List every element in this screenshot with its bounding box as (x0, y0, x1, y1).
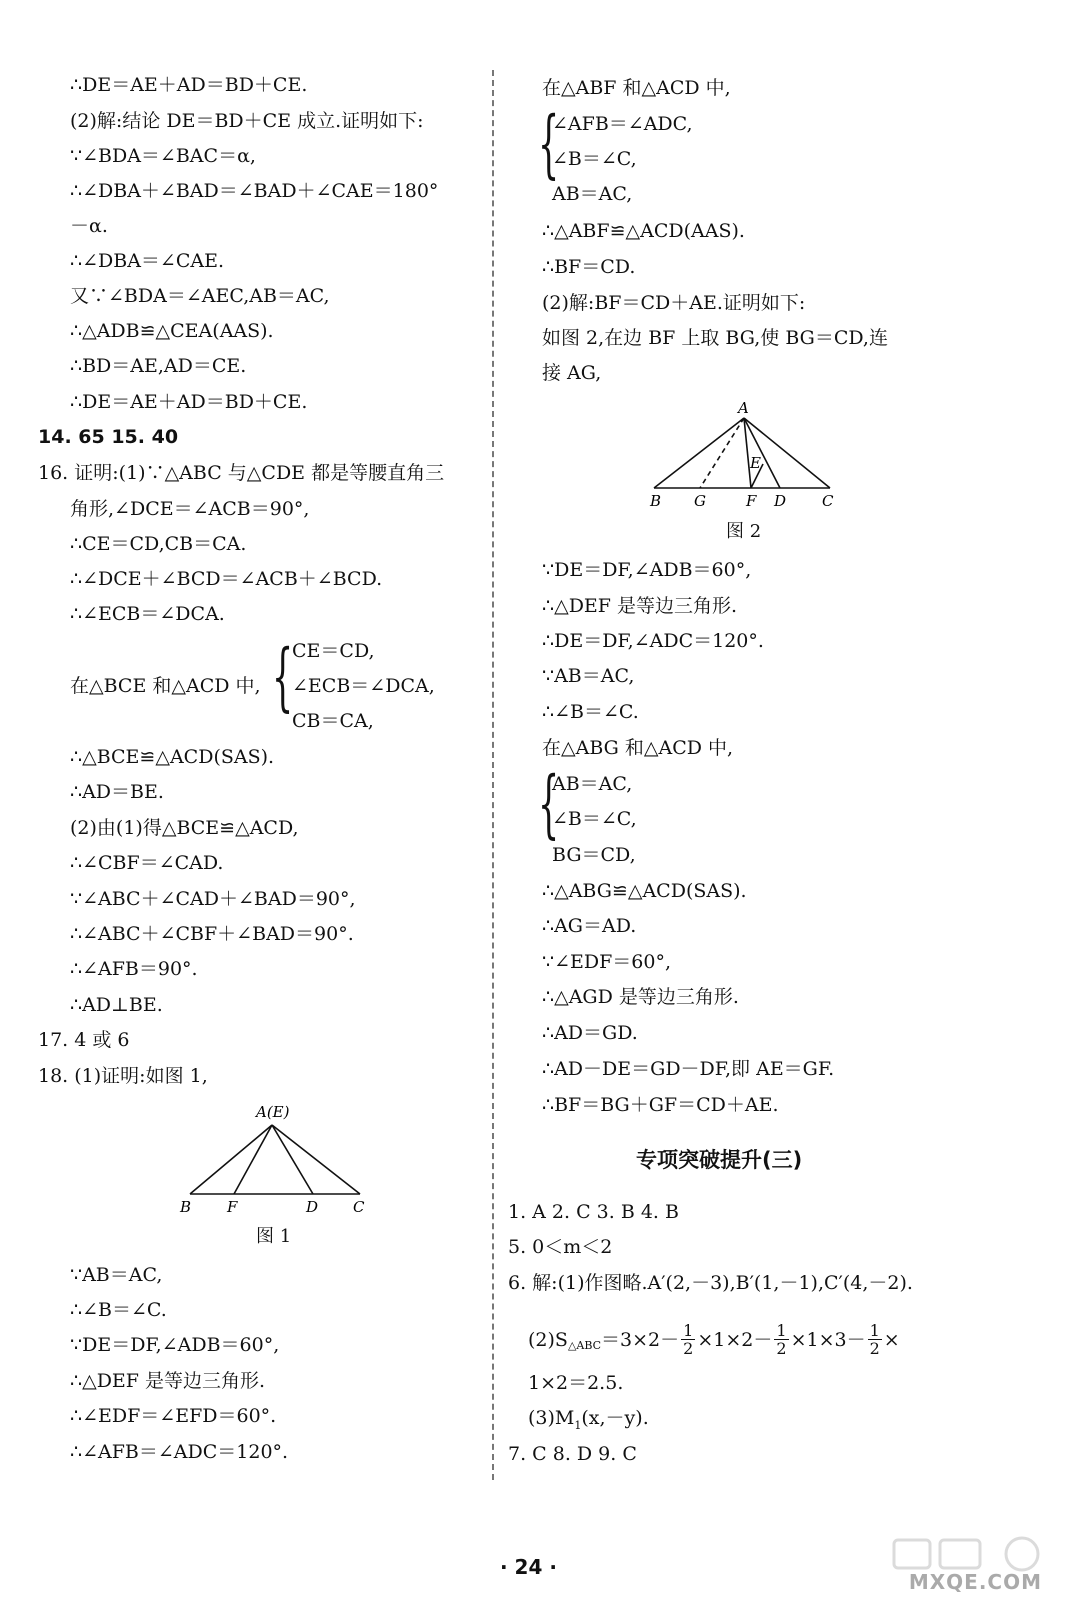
text-line: ∴∠ABC＋∠CBF＋∠BAD＝90°. (70, 923, 354, 945)
text-line: ∴∠B＝∠C. (70, 1299, 167, 1321)
text-line: ∴∠CBF＝∠CAD. (70, 852, 224, 874)
text-line: ∴BD＝AE,AD＝CE. (70, 355, 247, 377)
text-line: ∴∠DBA＝∠CAE. (70, 250, 225, 272)
fraction (868, 1322, 882, 1357)
left-brace: { (538, 101, 560, 187)
answer-line: 5. 0＜m＜2 (508, 1236, 613, 1258)
text-line: (2)解:BF＝CD＋AE.证明如下: (542, 292, 806, 314)
text-line: 角形,∠DCE＝∠ACB＝90°, (70, 498, 310, 520)
fraction-denominator: 2 (776, 1339, 787, 1358)
answer-line: 14. 65 15. 40 (38, 426, 179, 448)
label-a: A (738, 399, 749, 417)
fraction-numerator: 1 (869, 1321, 880, 1340)
system-row: AB＝AC, (552, 183, 633, 205)
fraction-numerator: 1 (683, 1321, 694, 1340)
text-line: ∵∠EDF＝60°, (542, 951, 672, 973)
text-line: ∴DE＝DF,∠ADC＝120°. (542, 630, 764, 652)
system-row: AB＝AC, (552, 773, 633, 795)
text-line: ∴△ABG≌△ACD(SAS). (542, 880, 747, 902)
label-b: B (650, 492, 662, 510)
system-row: BG＝CD, (552, 844, 636, 866)
expr-part: (x,－y). (581, 1407, 649, 1429)
text-line: ∵DE＝DF,∠ADB＝60°, (542, 559, 752, 581)
system-row: CB＝CA, (292, 710, 374, 732)
text-line: 接 AG, (542, 362, 602, 384)
text-line: ∴∠AFB＝∠ADC＝120°. (70, 1441, 289, 1463)
label-g: G (694, 492, 706, 510)
label-a-e: A(E) (256, 1103, 290, 1121)
text-line: ∴△BCE≌△ACD(SAS). (70, 746, 275, 768)
system-row: ∠B＝∠C, (552, 808, 637, 830)
label-f: F (227, 1198, 238, 1216)
text-line: ∵DE＝DF,∠ADB＝60°, (70, 1334, 280, 1356)
subscript: 1 (574, 1419, 582, 1432)
answer-line: 7. C 8. D 9. C (508, 1443, 637, 1465)
text-line: ∴△DEF 是等边三角形. (542, 595, 738, 617)
text-line: 如图 2,在边 BF 上取 BG,使 BG＝CD,连 (542, 327, 888, 349)
expr-part: ×1×2－ (697, 1328, 773, 1351)
figure-2-caption: 图 2 (726, 521, 762, 542)
system-row: CE＝CD, (292, 640, 375, 662)
text-line: ∴∠AFB＝90°. (70, 958, 198, 980)
q6-part2-line (528, 1322, 900, 1357)
page-number: · 24 · (500, 1555, 557, 1579)
text-line: ∴BF＝BG＋GF＝CD＋AE. (542, 1094, 779, 1116)
question-18-line: 18. (1)证明:如图 1, (38, 1065, 208, 1087)
expr-part: (3)M (528, 1407, 575, 1429)
text-line: ∴AD＝GD. (542, 1022, 638, 1044)
answer-line: 1. A 2. C 3. B 4. B (508, 1201, 679, 1223)
text-line: ∴AD－DE＝GD－DF,即 AE＝GF. (542, 1058, 835, 1080)
text-line: ∴DE＝AE＋AD＝BD＋CE. (70, 74, 308, 96)
expr-part: ×1×3－ (790, 1328, 866, 1351)
label-b: B (180, 1198, 192, 1216)
section-heading: 专项突破提升(三) (636, 1148, 803, 1172)
fraction-denominator: 2 (683, 1339, 694, 1358)
answer-line: 17. 4 或 6 (38, 1029, 130, 1051)
text-line: ∴∠EDF＝∠EFD＝60°. (70, 1405, 277, 1427)
left-brace: { (538, 761, 560, 847)
text-line: ∵AB＝AC, (70, 1264, 163, 1286)
figure-1 (170, 1098, 390, 1223)
text-line: ∴∠DCE＋∠BCD＝∠ACB＋∠BCD. (70, 568, 383, 590)
figure-1-caption: 图 1 (256, 1226, 292, 1247)
fraction-numerator: 1 (776, 1321, 787, 1340)
text-line: 又∵∠BDA＝∠AEC,AB＝AC, (70, 285, 330, 307)
text-line: (2)解:结论 DE＝BD＋CE 成立.证明如下: (70, 110, 424, 132)
label-c: C (822, 492, 834, 510)
system-row: ∠AFB＝∠ADC, (552, 113, 693, 135)
area-symbol: (2)S (528, 1328, 568, 1351)
fraction (774, 1322, 788, 1357)
label-d: D (774, 492, 787, 510)
text-line: ∵∠ABC＋∠CAD＋∠BAD＝90°, (70, 888, 356, 910)
system-prefix: 在△BCE 和△ACD 中, (70, 675, 261, 697)
label-d: D (306, 1198, 319, 1216)
text-line: ∴DE＝AE＋AD＝BD＋CE. (70, 391, 308, 413)
text-line: ∴AD＝BE. (70, 781, 164, 803)
text-line: ∴∠B＝∠C. (542, 701, 639, 723)
text-line: ∴AG＝AD. (542, 915, 637, 937)
label-c: C (353, 1198, 365, 1216)
watermark-text: MXQE.COM (908, 1570, 1042, 1594)
left-brace: { (272, 634, 294, 720)
text-line: －α. (70, 215, 108, 237)
answer-line: 6. 解:(1)作图略.A′(2,－3),B′(1,－1),C′(4,－2). (508, 1272, 913, 1294)
q6-part3-line (528, 1405, 649, 1434)
label-e: E (750, 454, 761, 472)
fraction-denominator: 2 (869, 1339, 880, 1358)
figure-2 (640, 398, 850, 516)
text-line: ∴△AGD 是等边三角形. (542, 986, 739, 1008)
expr-part: × (883, 1328, 900, 1351)
text-line: 在△ABF 和△ACD 中, (542, 77, 731, 99)
system-row: ∠ECB＝∠DCA, (292, 675, 435, 697)
text-line: ∴∠DBA＋∠BAD＝∠BAD＋∠CAE＝180° (70, 180, 439, 202)
text-line: ∵∠BDA＝∠BAC＝α, (70, 145, 256, 167)
column-divider (492, 70, 494, 1480)
fraction (681, 1322, 695, 1357)
text-line: ∴AD⊥BE. (70, 994, 163, 1016)
system-row: ∠B＝∠C, (552, 148, 637, 170)
text-line: ∵AB＝AC, (542, 665, 635, 687)
text-line: ∴CE＝CD,CB＝CA. (70, 533, 247, 555)
label-f: F (746, 492, 757, 510)
text-line: ∴∠ECB＝∠DCA. (70, 603, 225, 625)
text-line: 在△ABG 和△ACD 中, (542, 737, 734, 759)
text-line: ∴△DEF 是等边三角形. (70, 1370, 266, 1392)
text-line: ∴△ADB≌△CEA(AAS). (70, 320, 274, 342)
text-line: (2)由(1)得△BCE≌△ACD, (70, 817, 299, 839)
area-subscript: △ABC (567, 1338, 602, 1352)
text-line: ∴△ABF≌△ACD(AAS). (542, 220, 745, 242)
question-16-line: 16. 证明:(1)∵△ABC 与△CDE 都是等腰直角三 (38, 462, 445, 484)
q6-part2-continuation: 1×2＝2.5. (528, 1372, 624, 1394)
text-line: ∴BF＝CD. (542, 256, 636, 278)
expr-part: ＝3×2－ (601, 1328, 680, 1351)
